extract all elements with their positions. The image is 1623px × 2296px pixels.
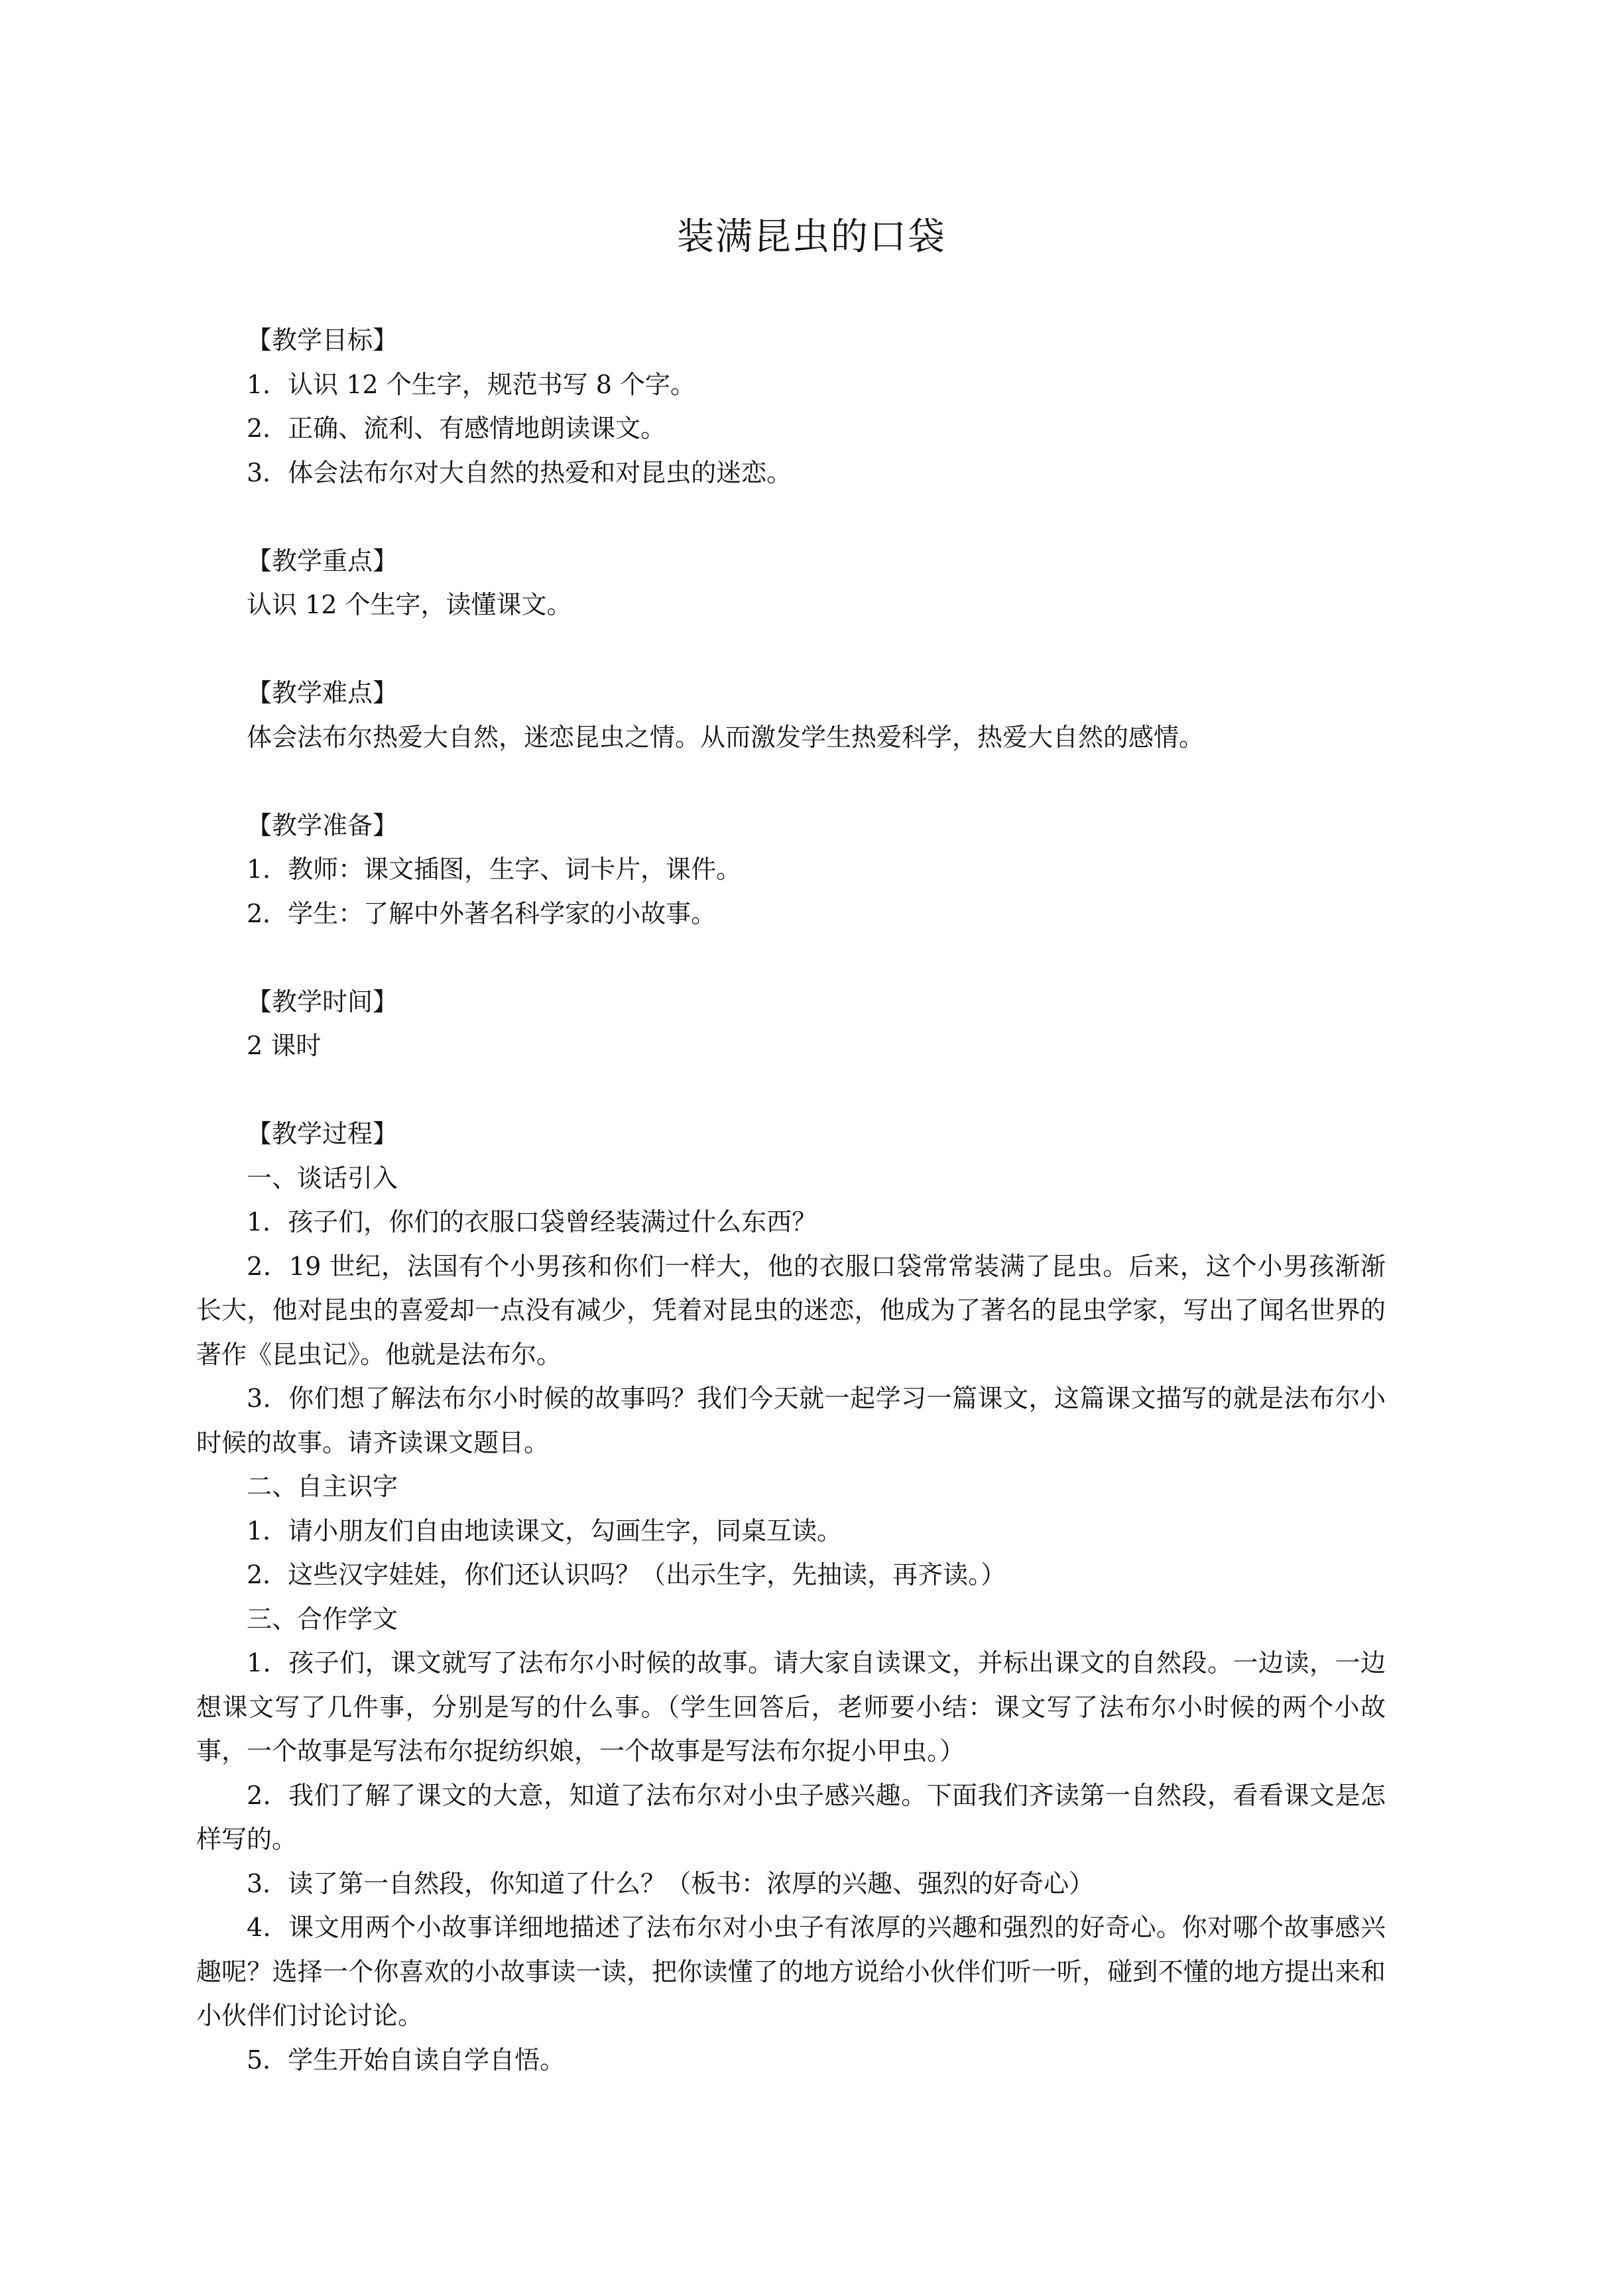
section-heading-difficulties: 【教学难点】 (247, 678, 398, 707)
process-paragraph: 5．学生开始自读自学自悟。 (247, 2045, 566, 2075)
section-heading-objectives: 【教学目标】 (247, 326, 398, 355)
process-body (247, 1156, 1386, 1201)
spacer (247, 495, 1386, 539)
difficulties-text: 体会法布尔热爱大自然，迷恋昆虫之情。从而激发学生热爱科学，热爱大自然的感情。 (247, 722, 1205, 752)
process-paragraph: 1．孩子们，课文就写了法布尔小时候的故事。请大家自读课文，并标出课文的自然段。一边读，一边想课文写了几件事，分别是写的什么事。（学生回答后，老师要小结：课文写了法布尔小时候的两个小故事，一个故事是写法布尔捉纺织娘，一个故事是写法布尔捉小甲虫。） (196, 1648, 1386, 1766)
section-heading-time: 【教学时间】 (247, 987, 398, 1016)
spacer (247, 627, 1386, 672)
section-heading-key-points: 【教学重点】 (247, 546, 398, 575)
preparation-item: 2．学生：了解中外著名科学家的小故事。 (247, 898, 717, 928)
process-section-intro (196, 1200, 1386, 2082)
spacer (247, 936, 1386, 980)
process-section-title: 三、合作学文 (247, 1604, 398, 1634)
objective-item: 3．体会法布尔对大自然的热爱和对昆虫的迷恋。 (247, 457, 792, 487)
preparation-item: 1．教师：课文插图，生字、词卡片，课件。 (247, 855, 742, 884)
time-text: 2 课时 (247, 1031, 322, 1060)
key-points-text: 认识 12 个生字，读懂课文。 (247, 590, 572, 619)
process-section-title: 一、谈话引入 (247, 1164, 398, 1193)
spacer (247, 1068, 1386, 1113)
objective-item: 2．正确、流利、有感情地朗读课文。 (247, 414, 666, 443)
spacer (247, 759, 1386, 804)
process-paragraph: 1．请小朋友们自由地读课文，勾画生字，同桌互读。 (247, 1516, 843, 1545)
section-heading-process: 【教学过程】 (247, 1119, 398, 1148)
process-paragraph: 2．19 世纪，法国有个小男孩和你们一样大，他的衣服口袋常常装满了昆虫。后来，这个小男孩渐渐长大，他对昆虫的喜爱却一点没有减少，凭着对昆虫的迷恋，他成为了著名的昆虫学家，写出了闻名世界的著作《昆虫记》。他就是法布尔。 (196, 1251, 1386, 1369)
process-paragraph: 3．读了第一自然段，你知道了什么？（板书：浓厚的兴趣、强烈的好奇心） (247, 1868, 1095, 1898)
document-body (247, 318, 1386, 1156)
process-paragraph: 4．课文用两个小故事详细地描述了法布尔对小虫子有浓厚的兴趣和强烈的好奇心。你对哪个故事感兴趣呢？选择一个你喜欢的小故事读一读，把你读懂了的地方说给小伙伴们听一听，碰到不懂的地方提出来和小伙伴们讨论讨论。 (196, 1913, 1386, 2030)
process-paragraph: 1．孩子们，你们的衣服口袋曾经装满过什么东西？ (247, 1207, 817, 1237)
section-heading-preparation: 【教学准备】 (247, 810, 398, 840)
process-paragraph: 2．我们了解了课文的大意，知道了法布尔对小虫子感兴趣。下面我们齐读第一自然段，看看课文是怎样写的。 (196, 1780, 1386, 1854)
document-title: 装满昆虫的口袋 (677, 215, 946, 259)
process-paragraph: 3．你们想了解法布尔小时候的故事吗？我们今天就一起学习一篇课文，这篇课文描写的就是法布尔小时候的故事。请齐读课文题目。 (196, 1384, 1386, 1457)
process-section-title: 二、自主识字 (247, 1472, 398, 1501)
objective-item: 1．认识 12 个生字，规范书写 8 个字。 (247, 369, 696, 399)
process-paragraph: 2．这些汉字娃娃，你们还认识吗？（出示生字，先抽读，再齐读。） (247, 1560, 1006, 1589)
